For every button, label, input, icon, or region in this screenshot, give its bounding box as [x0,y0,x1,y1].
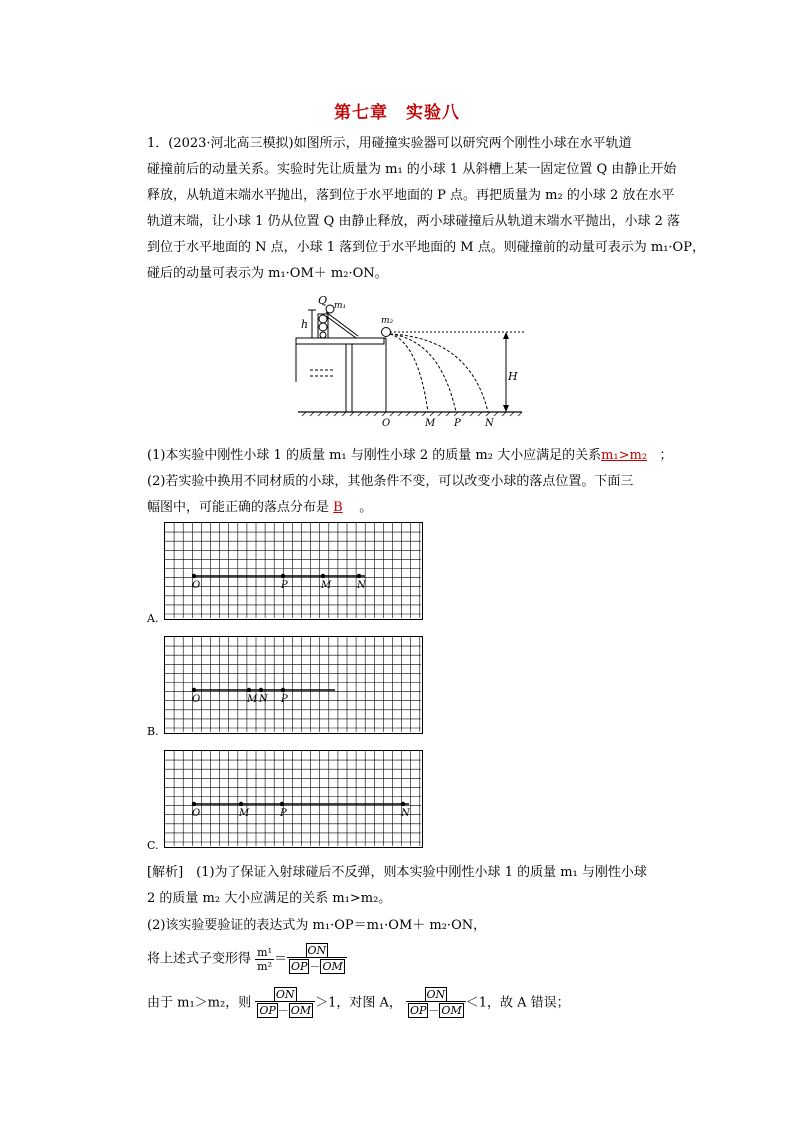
landing-label-N: N [259,694,268,705]
landing-label-O: O [192,808,201,819]
analysis-line-5-prefix: 由于 m₁＞m₂，则 [147,995,252,1011]
landing-label-O: O [192,580,201,591]
label-M: M [425,418,436,429]
grid-option-a [164,522,423,620]
landing-point-M [239,802,243,806]
landing-point-N [259,688,263,692]
question-line-3: 释放，从轨道末端水平抛出，落到位于水平地面的 P 点。再把质量为 m₂ 的小球 2 放在水平 [147,188,675,203]
question-line-1: 1．(2023·河北高三模拟)如图所示，用碰撞实验器可以研究两个刚性小球在水平轨道 [147,136,632,151]
label-H: H [508,370,518,383]
landing-label-O: O [192,694,201,705]
landing-point-P [281,574,285,578]
grid-svg [165,751,421,846]
landing-point-P [281,688,285,692]
landing-point-O [192,574,196,578]
label-m2: m₂ [381,316,394,326]
fraction-on-op-om: $\frac{ON}{OP - OM}$ [287,944,347,974]
analysis-line-1: [解析] (1)为了保证入射球碰后不反弹，则本实验中刚性小球 1 的质量 m₁ 与刚性小球 [147,865,647,880]
page-title: 第七章 实验八 [334,103,460,123]
sub2-text: 幅图中，可能正确的落点分布是 [147,500,330,515]
analysis-line-4: 将上述式子变形得 $\frac{\text{m¹}}{\text{m²}}$ ＝ $\frac{ON}{OP - OM}$ [147,944,347,974]
question-line-2: 碰撞前后的动量关系。实验时先让质量为 m₁ 的小球 1 从斜槽上某一固定位置 Q 由静止开始 [147,162,677,177]
grid-option-c [164,750,423,848]
grid-label-c: C. [147,839,159,852]
fraction-m1-m2: $\frac{\text{m¹}}{\text{m²}}$ [257,945,272,973]
analysis-line-5-mid: ＞1，对图 A， [315,995,402,1011]
landing-point-P [280,802,284,806]
grid-option-b [164,636,423,734]
analysis-line-5 [147,988,570,1018]
landing-point-M [247,688,251,692]
sub1-text: (1)本实验中刚性小球 1 的质量 m₁ 与刚性小球 2 的质量 m₂ 大小应满足的关系 [147,448,602,463]
landing-label-M: M [321,580,332,591]
label-h: h [301,318,309,331]
landing-point-N [401,802,405,806]
grid-svg [165,523,421,618]
label-m1: m₁ [334,301,347,311]
analysis-line-4-prefix: 将上述式子变形得 [147,951,252,967]
sub2-end: 。 [359,500,373,515]
question-line-4: 轨道末端，让小球 1 仍从位置 Q 由静止释放，两小球碰撞后从轨道末端水平抛出，小球 2 落 [147,214,680,229]
fraction-1: $\frac{ON}{OP - OM}$ [255,988,315,1018]
sub2-line-2 [147,496,372,515]
analysis-line-3: (2)该实验要验证的表达式为 m₁·OP＝m₁·OM＋ m₂·ON， [147,918,487,933]
sub1-end: ； [659,448,673,463]
landing-label-N: N [401,808,410,819]
landing-point-N [357,574,361,578]
landing-label-M: M [239,808,250,819]
grid-svg [165,637,421,732]
collision-apparatus-figure [290,292,540,432]
landing-label-P: P [280,808,287,819]
landing-label-M: M [247,694,258,705]
grid-label-a: A. [147,612,159,625]
landing-label-P: P [281,580,288,591]
landing-label-P: P [281,694,288,705]
question-line-6: 碰后的动量可表示为 m₁·OM＋ m₂·ON。 [147,266,388,281]
label-O: O [382,418,391,429]
analysis-line-5-end: ＜1，故 A 错误； [465,995,570,1011]
label-N: N [485,418,494,429]
sub2-answer: B [333,500,343,515]
sub-question-1 [147,444,673,463]
sub1-answer: m₁>m₂ [601,448,648,463]
landing-label-N: N [357,580,366,591]
label-P: P [454,418,461,429]
landing-point-M [321,574,325,578]
label-Q: Q [318,294,328,307]
sub2-line-1: (2)若实验中换用不同材质的小球，其他条件不变，可以改变小球的落点位置。下面三 [147,474,634,489]
analysis-line-2: 2 的质量 m₂ 大小应满足的关系 m₁>m₂。 [147,891,392,906]
landing-point-O [192,802,196,806]
question-line-5: 到位于水平地面的 N 点，小球 1 落到位于水平地面的 M 点。则碰撞前的动量可表示为 m₁·OP， [147,240,705,255]
grid-label-b: B. [147,725,159,738]
landing-point-O [192,688,196,692]
fraction-2: $\frac{ON}{OP - OM}$ [406,988,466,1018]
